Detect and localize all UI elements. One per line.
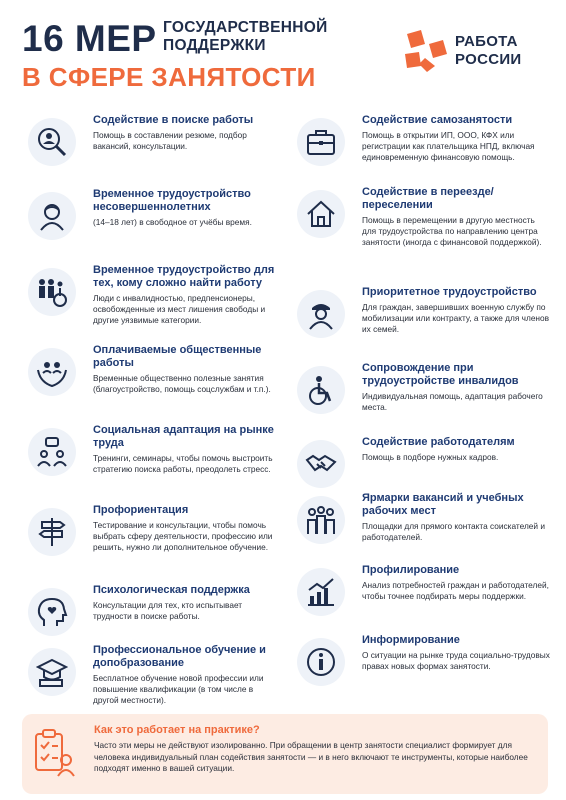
measure-title: Временное трудоустройство для тех, кому сложно найти работу (93, 264, 275, 289)
measure-description: Временные общественно полезные занятия (благоустройство, помощь соцслужбам и т.п.). (93, 373, 271, 394)
measure-description: Индивидуальная помощь, адаптация рабочего места. (362, 391, 543, 412)
teen-icon (28, 192, 76, 240)
practice-text: Часто эти меры не действуют изолированно. При обращении в центр занятости специалист формирует для человека индивидуальный план содействия занятости — и в него включают те инструменты, которые наиболее подходят именно в вашей ситуации. (94, 740, 528, 773)
measure-description: Для граждан, завершивших военную службу по мобилизации или контракту, а также для членов их семей. (362, 302, 550, 334)
measure-description: Тестирование и консультации, чтобы помочь выбрать сферу деятельности, профессию или решить, нужно ли дополнительное обучение. (93, 520, 273, 552)
measure-title: Оплачиваемые общественные работы (93, 344, 262, 369)
hands-people-icon (28, 348, 76, 396)
checklist-person-icon (32, 728, 76, 780)
measure-title: Социальная адаптация на рынке труда (93, 424, 274, 449)
info-icon (297, 638, 345, 686)
measure-description: О ситуации на рынке труда социально-трудовых правах новых формах занятости. (362, 650, 550, 671)
head-heart-icon (28, 588, 76, 636)
measure-title: Содействие в переезде/ переселении (362, 186, 494, 211)
headline-orange: В СФЕРЕ ЗАНЯТОСТИ (22, 62, 316, 92)
social-group-icon (28, 428, 76, 476)
house-icon (297, 190, 345, 238)
measure-description: Тренинги, семинары, чтобы помочь выстроить стратегию поиска работы, преодолеть стресс. (93, 453, 273, 474)
measure-title: Сопровождение при трудоустройстве инвалидов (362, 362, 519, 387)
measure-description: Консультации для тех, кто испытывает трудности в поиске работы. (93, 600, 243, 621)
practice-box (22, 714, 548, 794)
measure-title: Временное трудоустройство несовершеннолетних (93, 188, 251, 213)
measure-title: Профориентация (93, 504, 189, 516)
signpost-icon (28, 508, 76, 556)
handshake-icon (297, 440, 345, 488)
people-wheelchair-icon (28, 268, 76, 316)
measure-title: Профилирование (362, 564, 460, 576)
logo-line2: РОССИИ (455, 51, 522, 68)
measure-title: Содействие работодателям (362, 436, 515, 448)
wheelchair-icon (297, 366, 345, 414)
measure-description: (14–18 лет) в свободное от учёбы время. (93, 217, 252, 227)
measure-title: Ярмарки вакансий и учебных рабочих мест (362, 492, 524, 517)
measure-description: Бесплатное обучение новой профессии или повышение квалификации (в том числе в другой местности). (93, 673, 264, 705)
headline-sub-line1: ГОСУДАРСТВЕННОЙ (163, 19, 328, 36)
measure-title: Приоритетное трудоустройство (362, 286, 537, 298)
measure-description: Помощь в перемещении в другую местность для трудоустройства по направлению центра занятости (иногда с финансовой поддержкой). (362, 215, 542, 247)
measure-title: Содействие самозанятости (362, 114, 513, 126)
measure-title: Профессиональное обучение и допобразование (93, 644, 266, 669)
measure-description: Помощь в составлении резюме, подбор вакансий, консультации. (93, 130, 247, 151)
search-person-icon (28, 118, 76, 166)
measure-description: Анализ потребностей граждан и работодателей, чтобы точнее подбирать меры поддержки. (362, 580, 549, 601)
measure-description: Люди с инвалидностью, предпенсионеры, освобожденные из мест лишения свободы и другие уязвимые категории. (93, 293, 266, 325)
measure-title: Психологическая поддержка (93, 584, 250, 596)
chart-growth-icon (297, 568, 345, 616)
measure-description: Помощь в подборе нужных кадров. (362, 452, 499, 462)
headline-sub-line2: ПОДДЕРЖКИ (163, 37, 266, 54)
practice-title: Как это работает на практике? (94, 724, 260, 736)
measure-title: Информирование (362, 634, 460, 646)
headline-number: 16 МЕР (22, 18, 157, 59)
briefcase-icon (297, 118, 345, 166)
graduation-cap-icon (28, 648, 76, 696)
logo-line1: РАБОТА (455, 33, 518, 50)
people-group-icon (297, 496, 345, 544)
measure-description: Помощь в открытии ИП, ООО, КФХ или регистрации как плательщика НПД, включая единовременную финансовую помощь. (362, 130, 535, 162)
soldier-icon (297, 290, 345, 338)
measure-description: Площадки для прямого контакта соискателей и работодателей. (362, 521, 545, 542)
measure-title: Содействие в поиске работы (93, 114, 254, 126)
